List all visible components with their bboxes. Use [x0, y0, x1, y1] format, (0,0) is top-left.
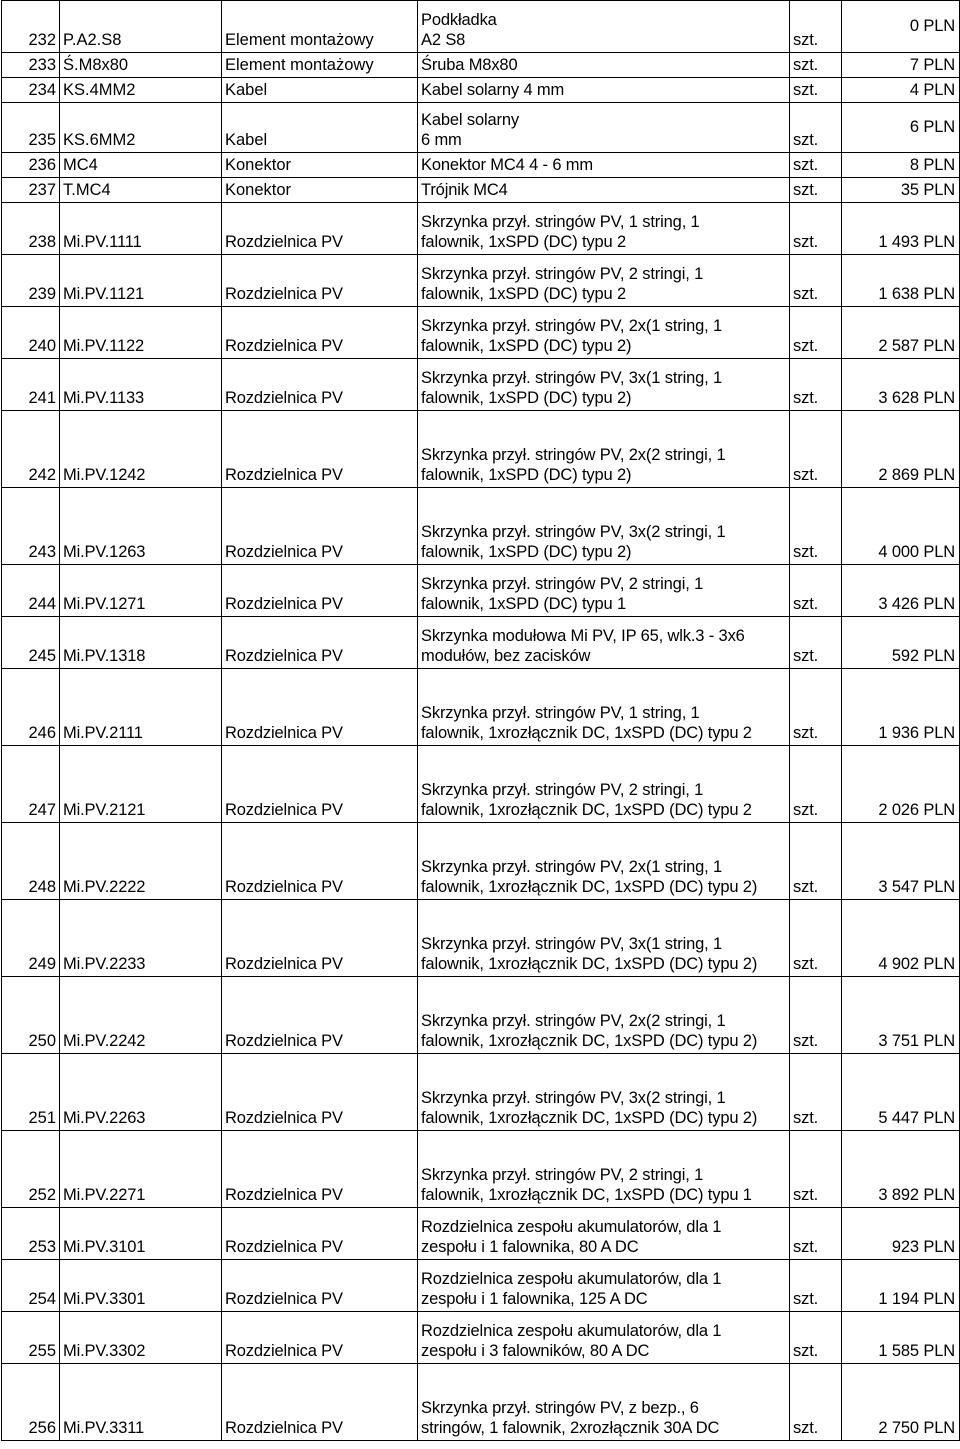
table-row — [2, 1208, 960, 1260]
unit: szt. — [790, 1054, 842, 1131]
price-list-table — [1, 0, 960, 1441]
price: 3 751 PLN — [842, 977, 960, 1054]
item-code: Mi.PV.2111 — [60, 669, 222, 746]
description-line: falownik, 1xrozłącznik DC, 1xSPD (DC) typu 2 — [421, 801, 752, 819]
item-code: Mi.PV.1121 — [60, 255, 222, 307]
table-row — [2, 1364, 960, 1441]
unit: szt. — [790, 203, 842, 255]
item-category: Rozdzielnica PV — [222, 203, 418, 255]
description-line: falownik, 1xrozłącznik DC, 1xSPD (DC) typu 2) — [421, 1109, 758, 1127]
item-category: Rozdzielnica PV — [222, 1208, 418, 1260]
unit: szt. — [790, 1312, 842, 1364]
description-line: falownik, 1xSPD (DC) typu 2) — [421, 389, 632, 407]
row-number: 245 — [2, 617, 60, 669]
description-line: falownik, 1xSPD (DC) typu 2 — [421, 285, 627, 303]
item-category: Element montażowy — [222, 53, 418, 78]
price: 5 447 PLN — [842, 1054, 960, 1131]
unit: szt. — [790, 669, 842, 746]
item-code: Mi.PV.2242 — [60, 977, 222, 1054]
item-description — [418, 746, 790, 823]
price: 4 PLN — [842, 78, 960, 103]
item-category: Rozdzielnica PV — [222, 746, 418, 823]
description-line: Skrzynka przył. stringów PV, 3x(1 string, 1 — [421, 935, 723, 953]
item-category: Konektor — [222, 178, 418, 203]
item-category: Rozdzielnica PV — [222, 359, 418, 411]
item-code: Mi.PV.2263 — [60, 1054, 222, 1131]
item-category: Rozdzielnica PV — [222, 1364, 418, 1441]
row-number: 246 — [2, 669, 60, 746]
item-description — [418, 53, 790, 78]
row-number: 239 — [2, 255, 60, 307]
item-description — [418, 255, 790, 307]
item-category: Rozdzielnica PV — [222, 1131, 418, 1208]
item-code: Mi.PV.3311 — [60, 1364, 222, 1441]
item-code: Mi.PV.1133 — [60, 359, 222, 411]
unit: szt. — [790, 153, 842, 178]
price: 0 PLN — [842, 1, 960, 53]
price: 592 PLN — [842, 617, 960, 669]
description-line: Skrzynka przył. stringów PV, 2 stringi, 1 — [421, 1166, 704, 1184]
table-row — [2, 411, 960, 488]
item-description — [418, 1054, 790, 1131]
item-category: Rozdzielnica PV — [222, 977, 418, 1054]
description-line: falownik, 1xrozłącznik DC, 1xSPD (DC) typu 2) — [421, 955, 758, 973]
table-row — [2, 977, 960, 1054]
unit: szt. — [790, 617, 842, 669]
table-row — [2, 823, 960, 900]
price: 923 PLN — [842, 1208, 960, 1260]
item-code: Mi.PV.2121 — [60, 746, 222, 823]
item-category: Rozdzielnica PV — [222, 900, 418, 977]
description-line: Skrzynka przył. stringów PV, 2 stringi, 1 — [421, 265, 704, 283]
price: 4 902 PLN — [842, 900, 960, 977]
row-number: 249 — [2, 900, 60, 977]
row-number: 256 — [2, 1364, 60, 1441]
item-description — [418, 1312, 790, 1364]
item-category: Kabel — [222, 103, 418, 153]
item-code: Mi.PV.3301 — [60, 1260, 222, 1312]
item-description — [418, 669, 790, 746]
table-row — [2, 565, 960, 617]
item-category: Rozdzielnica PV — [222, 565, 418, 617]
item-category: Rozdzielnica PV — [222, 255, 418, 307]
description-line: falownik, 1xrozłącznik DC, 1xSPD (DC) typu 2) — [421, 1032, 758, 1050]
table-row — [2, 103, 960, 153]
description-line: Skrzynka przył. stringów PV, 2x(1 string, 1 — [421, 858, 723, 876]
price: 1 585 PLN — [842, 1312, 960, 1364]
item-category: Rozdzielnica PV — [222, 617, 418, 669]
item-description — [418, 153, 790, 178]
row-number: 234 — [2, 78, 60, 103]
description-line: Konektor MC4 4 - 6 mm — [421, 156, 593, 174]
item-description — [418, 617, 790, 669]
table-row — [2, 1131, 960, 1208]
row-number: 255 — [2, 1312, 60, 1364]
unit: szt. — [790, 359, 842, 411]
item-code: Mi.PV.1263 — [60, 488, 222, 565]
unit: szt. — [790, 1208, 842, 1260]
description-line: falownik, 1xSPD (DC) typu 1 — [421, 595, 627, 613]
price: 8 PLN — [842, 153, 960, 178]
item-code: KS.4MM2 — [60, 78, 222, 103]
price: 7 PLN — [842, 53, 960, 78]
item-category: Rozdzielnica PV — [222, 411, 418, 488]
unit: szt. — [790, 746, 842, 823]
unit: szt. — [790, 1, 842, 53]
row-number: 244 — [2, 565, 60, 617]
description-line: Skrzynka przył. stringów PV, 2 stringi, 1 — [421, 781, 704, 799]
unit: szt. — [790, 1131, 842, 1208]
row-number: 242 — [2, 411, 60, 488]
price: 4 000 PLN — [842, 488, 960, 565]
unit: szt. — [790, 53, 842, 78]
unit: szt. — [790, 103, 842, 153]
row-number: 247 — [2, 746, 60, 823]
item-category: Konektor — [222, 153, 418, 178]
item-description — [418, 1364, 790, 1441]
description-line: Skrzynka przył. stringów PV, 2x(2 stringi, 1 — [421, 1012, 726, 1030]
item-description — [418, 565, 790, 617]
description-line: falownik, 1xrozłącznik DC, 1xSPD (DC) typu 2) — [421, 878, 758, 896]
unit: szt. — [790, 307, 842, 359]
table-row — [2, 203, 960, 255]
item-code: Mi.PV.3101 — [60, 1208, 222, 1260]
item-category: Rozdzielnica PV — [222, 488, 418, 565]
row-number: 250 — [2, 977, 60, 1054]
description-line: Skrzynka przył. stringów PV, z bezp., 6 — [421, 1399, 699, 1417]
item-description — [418, 359, 790, 411]
description-line: zespołu i 1 falownika, 80 A DC — [421, 1238, 639, 1256]
price-list-body — [2, 1, 960, 1441]
unit: szt. — [790, 977, 842, 1054]
item-category: Element montażowy — [222, 1, 418, 53]
description-line: falownik, 1xSPD (DC) typu 2) — [421, 466, 632, 484]
price: 1 194 PLN — [842, 1260, 960, 1312]
item-description — [418, 411, 790, 488]
item-description — [418, 1208, 790, 1260]
row-number: 235 — [2, 103, 60, 153]
item-category: Rozdzielnica PV — [222, 1260, 418, 1312]
price: 2 587 PLN — [842, 307, 960, 359]
item-category: Rozdzielnica PV — [222, 669, 418, 746]
price: 6 PLN — [842, 103, 960, 153]
row-number: 241 — [2, 359, 60, 411]
table-row — [2, 1312, 960, 1364]
item-code: Mi.PV.1122 — [60, 307, 222, 359]
table-row — [2, 1260, 960, 1312]
item-description — [418, 178, 790, 203]
item-description — [418, 78, 790, 103]
price: 1 493 PLN — [842, 203, 960, 255]
table-row — [2, 307, 960, 359]
row-number: 232 — [2, 1, 60, 53]
table-row — [2, 359, 960, 411]
price: 1 638 PLN — [842, 255, 960, 307]
row-number: 253 — [2, 1208, 60, 1260]
description-line: Śruba M8x80 — [421, 56, 518, 74]
item-description — [418, 977, 790, 1054]
unit: szt. — [790, 178, 842, 203]
price: 3 628 PLN — [842, 359, 960, 411]
table-row — [2, 900, 960, 977]
price: 3 547 PLN — [842, 823, 960, 900]
description-line: falownik, 1xrozłącznik DC, 1xSPD (DC) typu 1 — [421, 1186, 752, 1204]
item-code: Mi.PV.1318 — [60, 617, 222, 669]
row-number: 251 — [2, 1054, 60, 1131]
table-row — [2, 1054, 960, 1131]
item-category: Rozdzielnica PV — [222, 823, 418, 900]
item-description — [418, 103, 790, 153]
price: 1 936 PLN — [842, 669, 960, 746]
item-description — [418, 203, 790, 255]
row-number: 236 — [2, 153, 60, 178]
unit: szt. — [790, 565, 842, 617]
unit: szt. — [790, 411, 842, 488]
description-line: Podkładka — [421, 11, 497, 29]
description-line: falownik, 1xSPD (DC) typu 2 — [421, 233, 627, 251]
price: 2 026 PLN — [842, 746, 960, 823]
price-list-sheet — [1, 0, 959, 1441]
price: 3 892 PLN — [842, 1131, 960, 1208]
description-line: Kabel solarny — [421, 111, 520, 129]
item-description — [418, 1260, 790, 1312]
table-row — [2, 53, 960, 78]
item-description — [418, 307, 790, 359]
item-code: Mi.PV.1242 — [60, 411, 222, 488]
price: 2 750 PLN — [842, 1364, 960, 1441]
item-description — [418, 1131, 790, 1208]
description-line: Rozdzielnica zespołu akumulatorów, dla 1 — [421, 1322, 722, 1340]
row-number: 240 — [2, 307, 60, 359]
description-line: modułów, bez zacisków — [421, 647, 591, 665]
item-description — [418, 1, 790, 53]
description-line: Skrzynka przył. stringów PV, 3x(2 stringi, 1 — [421, 1089, 726, 1107]
row-number: 252 — [2, 1131, 60, 1208]
description-line: Skrzynka przył. stringów PV, 3x(1 string, 1 — [421, 369, 723, 387]
row-number: 248 — [2, 823, 60, 900]
item-category: Rozdzielnica PV — [222, 1054, 418, 1131]
description-line: Skrzynka przył. stringów PV, 1 string, 1 — [421, 213, 700, 231]
description-line: 6 mm — [421, 131, 462, 149]
description-line: Skrzynka przył. stringów PV, 1 string, 1 — [421, 704, 700, 722]
table-row — [2, 255, 960, 307]
table-row — [2, 153, 960, 178]
item-code: Mi.PV.2271 — [60, 1131, 222, 1208]
price: 2 869 PLN — [842, 411, 960, 488]
item-code: Mi.PV.3302 — [60, 1312, 222, 1364]
table-row — [2, 617, 960, 669]
item-code: Ś.M8x80 — [60, 53, 222, 78]
item-code: P.A2.S8 — [60, 1, 222, 53]
description-line: Skrzynka przył. stringów PV, 2 stringi, 1 — [421, 575, 704, 593]
description-line: Kabel solarny 4 mm — [421, 81, 565, 99]
description-line: Rozdzielnica zespołu akumulatorów, dla 1 — [421, 1270, 722, 1288]
unit: szt. — [790, 488, 842, 565]
unit: szt. — [790, 1260, 842, 1312]
price: 35 PLN — [842, 178, 960, 203]
item-code: Mi.PV.2222 — [60, 823, 222, 900]
description-line: Rozdzielnica zespołu akumulatorów, dla 1 — [421, 1218, 722, 1236]
item-category: Rozdzielnica PV — [222, 1312, 418, 1364]
description-line: stringów, 1 falownik, 2xrozłącznik 30A DC — [421, 1419, 720, 1437]
description-line: Skrzynka modułowa Mi PV, IP 65, wlk.3 - 3x6 — [421, 627, 745, 645]
item-code: T.MC4 — [60, 178, 222, 203]
description-line: A2 S8 — [421, 31, 466, 49]
description-line: falownik, 1xSPD (DC) typu 2) — [421, 543, 632, 561]
item-description — [418, 488, 790, 565]
unit: szt. — [790, 823, 842, 900]
description-line: Skrzynka przył. stringów PV, 2x(2 stringi, 1 — [421, 446, 726, 464]
row-number: 233 — [2, 53, 60, 78]
row-number: 237 — [2, 178, 60, 203]
row-number: 254 — [2, 1260, 60, 1312]
item-category: Kabel — [222, 78, 418, 103]
description-line: zespołu i 1 falownika, 125 A DC — [421, 1290, 648, 1308]
table-row — [2, 746, 960, 823]
item-code: Mi.PV.1271 — [60, 565, 222, 617]
description-line: Skrzynka przył. stringów PV, 2x(1 string, 1 — [421, 317, 723, 335]
item-code: MC4 — [60, 153, 222, 178]
description-line: falownik, 1xrozłącznik DC, 1xSPD (DC) typu 2 — [421, 724, 752, 742]
item-code: Mi.PV.1111 — [60, 203, 222, 255]
table-row — [2, 178, 960, 203]
description-line: Skrzynka przył. stringów PV, 3x(2 stringi, 1 — [421, 523, 726, 541]
row-number: 238 — [2, 203, 60, 255]
description-line: falownik, 1xSPD (DC) typu 2) — [421, 337, 632, 355]
description-line: zespołu i 3 falowników, 80 A DC — [421, 1342, 650, 1360]
item-category: Rozdzielnica PV — [222, 307, 418, 359]
table-row — [2, 78, 960, 103]
unit: szt. — [790, 900, 842, 977]
item-code: KS.6MM2 — [60, 103, 222, 153]
description-line: Trójnik MC4 — [421, 181, 508, 199]
table-row — [2, 1, 960, 53]
unit: szt. — [790, 78, 842, 103]
item-code: Mi.PV.2233 — [60, 900, 222, 977]
price: 3 426 PLN — [842, 565, 960, 617]
item-description — [418, 823, 790, 900]
table-row — [2, 669, 960, 746]
row-number: 243 — [2, 488, 60, 565]
unit: szt. — [790, 255, 842, 307]
unit: szt. — [790, 1364, 842, 1441]
table-row — [2, 488, 960, 565]
item-description — [418, 900, 790, 977]
